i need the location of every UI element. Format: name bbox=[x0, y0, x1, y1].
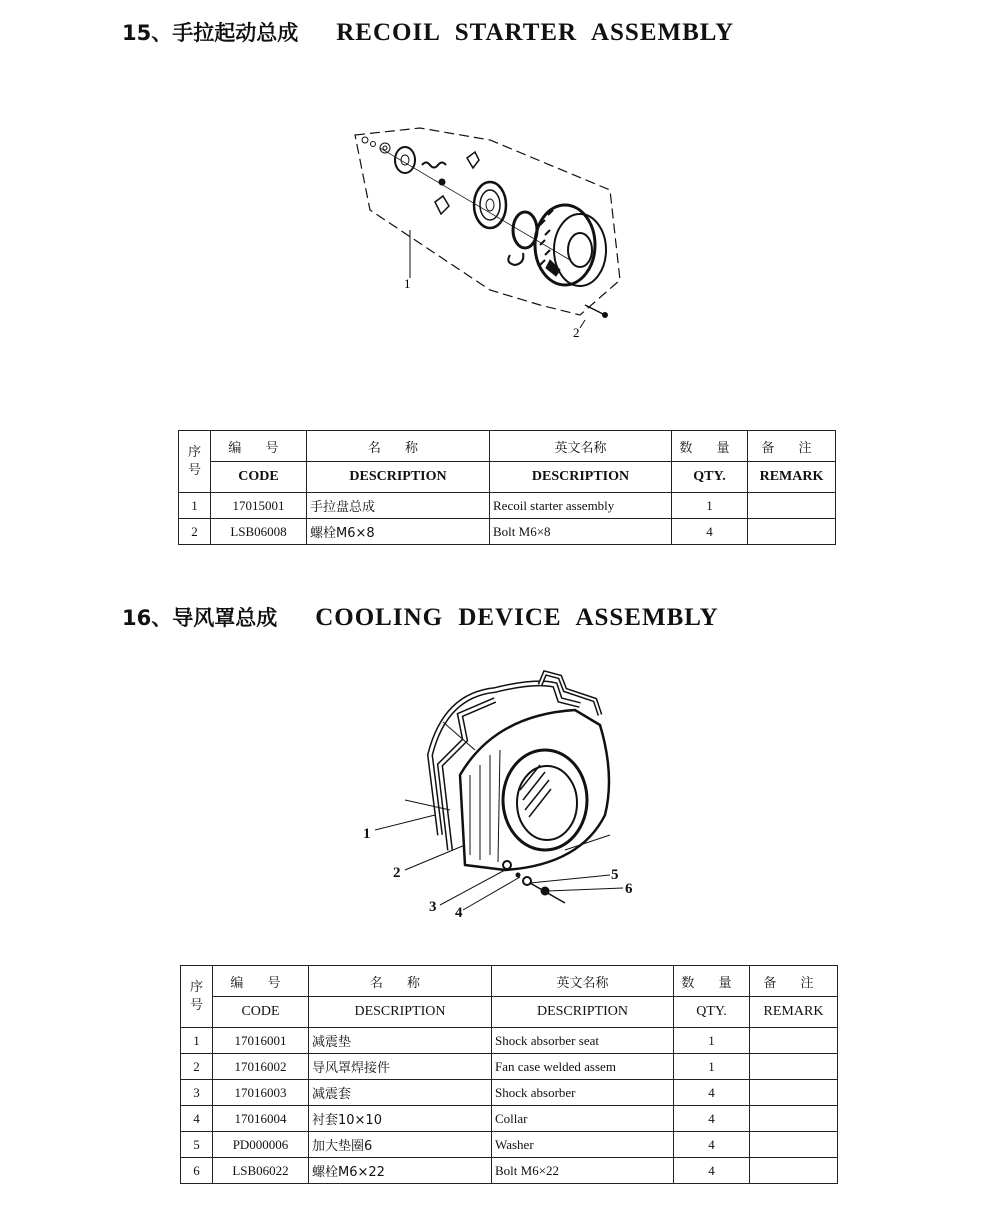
row-name-cn: 螺栓M6×22 bbox=[309, 1158, 492, 1184]
row-no: 1 bbox=[181, 1028, 213, 1054]
row-remark bbox=[750, 1054, 838, 1080]
row-qty: 1 bbox=[674, 1028, 750, 1054]
row-name-en: Washer bbox=[492, 1132, 674, 1158]
row-name-cn: 衬套10×10 bbox=[309, 1106, 492, 1132]
row-remark bbox=[750, 1158, 838, 1184]
row-no: 3 bbox=[181, 1080, 213, 1106]
header-code-en: CODE bbox=[211, 462, 307, 493]
table-row bbox=[181, 1106, 838, 1132]
table-row bbox=[181, 1028, 838, 1054]
row-name-cn: 减震套 bbox=[309, 1080, 492, 1106]
section-15-title bbox=[122, 18, 734, 47]
row-name-cn: 手拉盘总成 bbox=[307, 493, 490, 519]
row-code: LSB06022 bbox=[213, 1158, 309, 1184]
row-name-cn: 螺栓M6×8 bbox=[307, 519, 490, 545]
header-desc-cn-en: DESCRIPTION bbox=[309, 997, 492, 1028]
header-qty-en: QTY. bbox=[674, 997, 750, 1028]
row-no: 2 bbox=[179, 519, 211, 545]
row-no: 1 bbox=[179, 493, 211, 519]
header-remark-en: REMARK bbox=[750, 997, 838, 1028]
section-16-title-cn: 16、导风罩总成 bbox=[122, 606, 278, 630]
callout-16-1: 1 bbox=[363, 826, 371, 842]
header-row-en bbox=[181, 997, 838, 1028]
header-seq: 序号 bbox=[181, 966, 213, 1028]
row-name-cn: 减震垫 bbox=[309, 1028, 492, 1054]
row-remark bbox=[750, 1028, 838, 1054]
callout-16-5: 5 bbox=[611, 867, 619, 883]
row-no: 4 bbox=[181, 1106, 213, 1132]
row-name-en: Fan case welded assem bbox=[492, 1054, 674, 1080]
callout-15-2: 2 bbox=[573, 325, 580, 340]
callout-15-1: 1 bbox=[404, 276, 411, 291]
row-code: LSB06008 bbox=[211, 519, 307, 545]
row-qty: 1 bbox=[674, 1054, 750, 1080]
table-row bbox=[179, 493, 836, 519]
row-name-en: Bolt M6×22 bbox=[492, 1158, 674, 1184]
row-name-cn: 加大垫圈6 bbox=[309, 1132, 492, 1158]
section-15-title-en: RECOIL STARTER ASSEMBLY bbox=[336, 19, 735, 46]
row-remark bbox=[750, 1080, 838, 1106]
header-code-cn: 编 号 bbox=[213, 966, 309, 997]
header-qty-en: QTY. bbox=[672, 462, 748, 493]
callout-16-4: 4 bbox=[455, 905, 463, 921]
row-remark bbox=[748, 493, 836, 519]
row-qty: 4 bbox=[672, 519, 748, 545]
header-desc-cn-en: DESCRIPTION bbox=[307, 462, 490, 493]
row-name-en: Shock absorber bbox=[492, 1080, 674, 1106]
section-15-title-cn: 15、手拉起动总成 bbox=[122, 21, 299, 45]
row-name-en: Collar bbox=[492, 1106, 674, 1132]
header-qty-cn: 数 量 bbox=[672, 431, 748, 462]
row-code: 17016004 bbox=[213, 1106, 309, 1132]
row-remark bbox=[750, 1106, 838, 1132]
header-en-name-cn: 英文名称 bbox=[490, 431, 672, 462]
section-16-title bbox=[122, 603, 719, 632]
row-name-cn: 导风罩焊接件 bbox=[309, 1054, 492, 1080]
row-code: 17016002 bbox=[213, 1054, 309, 1080]
header-remark-cn: 备 注 bbox=[748, 431, 836, 462]
row-qty: 4 bbox=[674, 1158, 750, 1184]
header-row-cn bbox=[179, 431, 836, 462]
row-name-en: Recoil starter assembly bbox=[490, 493, 672, 519]
header-desc-en-en: DESCRIPTION bbox=[490, 462, 672, 493]
row-no: 5 bbox=[181, 1132, 213, 1158]
row-name-en: Shock absorber seat bbox=[492, 1028, 674, 1054]
header-seq: 序号 bbox=[179, 431, 211, 493]
header-desc-en-en: DESCRIPTION bbox=[492, 997, 674, 1028]
header-name-cn: 名 称 bbox=[309, 966, 492, 997]
header-remark-cn: 备 注 bbox=[750, 966, 838, 997]
row-qty: 1 bbox=[672, 493, 748, 519]
parts-table-16 bbox=[180, 965, 838, 1184]
header-code-cn: 编 号 bbox=[211, 431, 307, 462]
row-code: PD000006 bbox=[213, 1132, 309, 1158]
row-no: 2 bbox=[181, 1054, 213, 1080]
table-row bbox=[181, 1080, 838, 1106]
table-row bbox=[181, 1158, 838, 1184]
row-code: 17016001 bbox=[213, 1028, 309, 1054]
header-remark-en: REMARK bbox=[748, 462, 836, 493]
table-row bbox=[181, 1132, 838, 1158]
row-no: 6 bbox=[181, 1158, 213, 1184]
row-name-en: Bolt M6×8 bbox=[490, 519, 672, 545]
row-qty: 4 bbox=[674, 1106, 750, 1132]
callout-16-6: 6 bbox=[625, 881, 633, 897]
header-en-name-cn: 英文名称 bbox=[492, 966, 674, 997]
row-remark bbox=[750, 1132, 838, 1158]
header-row-cn bbox=[181, 966, 838, 997]
row-qty: 4 bbox=[674, 1132, 750, 1158]
row-remark bbox=[748, 519, 836, 545]
row-qty: 4 bbox=[674, 1080, 750, 1106]
header-qty-cn: 数 量 bbox=[674, 966, 750, 997]
table-row bbox=[181, 1054, 838, 1080]
section-16-title-en: COOLING DEVICE ASSEMBLY bbox=[315, 604, 719, 631]
row-code: 17016003 bbox=[213, 1080, 309, 1106]
row-code: 17015001 bbox=[211, 493, 307, 519]
callout-16-2: 2 bbox=[393, 865, 401, 881]
header-name-cn: 名 称 bbox=[307, 431, 490, 462]
header-row-en bbox=[179, 462, 836, 493]
header-code-en: CODE bbox=[213, 997, 309, 1028]
callout-16-3: 3 bbox=[429, 899, 437, 915]
parts-table-15 bbox=[178, 430, 836, 545]
table-row bbox=[179, 519, 836, 545]
cooling-device-diagram bbox=[355, 665, 655, 925]
recoil-starter-diagram bbox=[340, 110, 640, 355]
